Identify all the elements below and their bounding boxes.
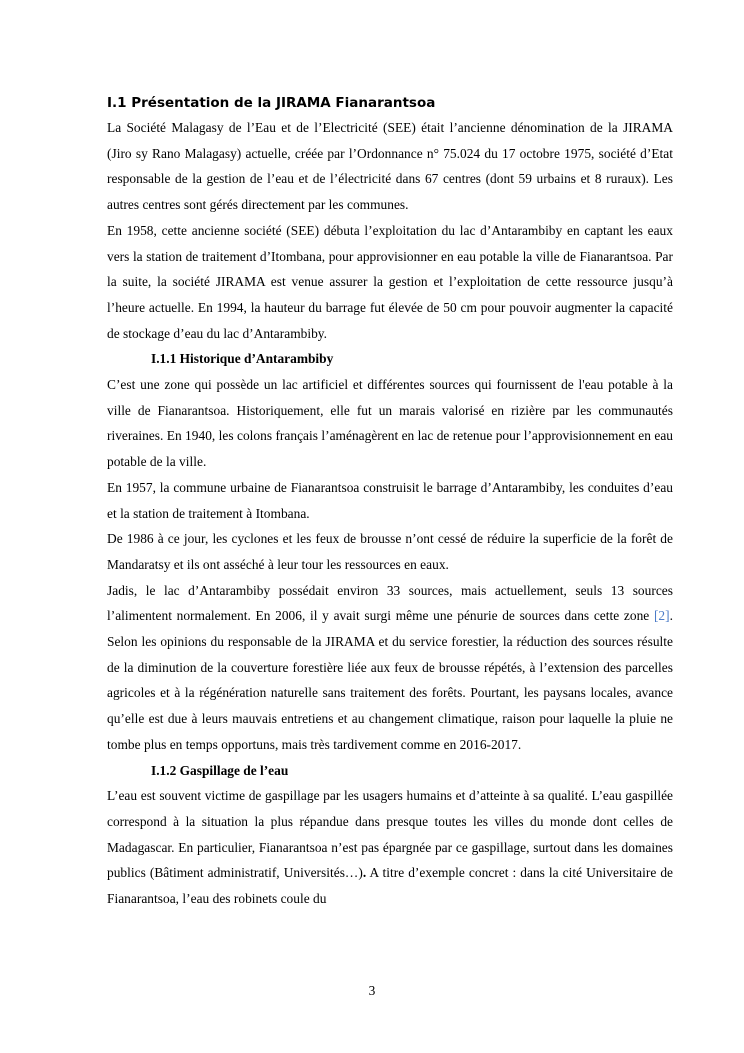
- section-heading: I.1 Présentation de la JIRAMA Fianarantsoa: [107, 95, 436, 111]
- paragraph-1957-barrage: En 1957, la commune urbaine de Fianarantsoa construisit le barrage d’Antarambiby, les conduites d’eau et la station de traitement à Itombana.: [107, 479, 673, 521]
- citation-link[interactable]: [2]: [653, 608, 670, 624]
- paragraph-sources-reduction: [107, 578, 673, 758]
- paragraph-text-main: L’eau est souvent victime de gaspillage par les usagers humains et d’atteinte à sa qualité. L’eau gaspillée correspond à la situation la plus répandue dans presque toutes les villes du monde dont celles de Madagascar. En particulier, Fianarantsoa n’est pas épargnée par ce gaspillage, surtout dans les domaines publics (Bâtiment administratif, Universités…): [107, 788, 673, 881]
- paragraph-1986-cyclones: De 1986 à ce jour, les cyclones et les feux de brousse n’ont cessé de réduire la superficie de la forêt de Mandaratsy et ils ont asséché à leur tour les ressources en eaux.: [107, 531, 673, 572]
- subsection-heading-gaspillage: I.1.2 Gaspillage de l’eau: [151, 762, 289, 778]
- paragraph-zone-description: C’est une zone qui possède un lac artificiel et différentes sources qui fournissent de l'eau potable à la ville de Fianarantsoa. Historiquement, elle fut un marais valorisé en rizière par les communautés riveraines. En 1940, les colons français l’aménagèrent en lac de retenue pour l’approvisionnement en eau potable de la ville.: [107, 377, 673, 470]
- paragraph-text-example: A titre d’exemple concret : dans la cité Universitaire de Fianarantsoa, l’eau des robinets coule du: [107, 865, 673, 907]
- paragraph-gaspillage: [107, 783, 673, 912]
- page-number: 3: [368, 983, 376, 998]
- paragraph-text-after-citation: . Selon les opinions du responsable de la JIRAMA et du service forestier, la réduction des sources résulte de la diminution de la couverture forestière liée aux feux de brousse répétés, à l’extension des parcelles agricoles et à la régénération naturelle sans traitement des forêts. Pourtant, les paysans locales, avance qu’elle est due à leurs mauvais entretiens et au changement climatique, raison pour laquelle la pluie ne tombe plus en temps opportuns, mais très tardivement comme en 2016-2017.: [107, 608, 673, 752]
- document-page: [107, 92, 673, 912]
- subsection-heading-historique: I.1.1 Historique d’Antarambiby: [151, 351, 334, 367]
- paragraph-text-before-citation: Jadis, le lac d’Antarambiby possédait environ 33 sources, mais actuellement, seuls 13 sources l’alimentent normalement. En 2006, il y avait surgi même une pénurie de sources dans cette zone: [107, 582, 673, 624]
- bold-period: .: [362, 865, 367, 881]
- paragraph-see-history: La Société Malagasy de l’Eau et de l’Electricité (SEE) était l’ancienne dénomination de la JIRAMA (Jiro sy Rano Malagasy) actuelle, créée par l’Ordonnance n° 75.024 du 17 octobre 1975, société d’Etat responsable de la gestion de l’eau et de l’électricité dans 67 centres (dont 59 urbains et 8 ruraux). Les autres centres sont gérés directement par les communes.: [107, 120, 673, 213]
- paragraph-1958-exploitation: En 1958, cette ancienne société (SEE) débuta l’exploitation du lac d’Antarambiby en captant les eaux vers la station de traitement d’Itombana, pour approvisionner en eau potable la ville de Fianarantsoa. Par la suite, la société JIRAMA est venue assurer la gestion et l’exploitation de cette ressource jusqu’à l’heure actuelle. En 1994, la hauteur du barrage fut élevée de 50 cm pour pouvoir augmenter la capacité de stockage d’eau du lac d’Antarambiby.: [107, 222, 673, 341]
